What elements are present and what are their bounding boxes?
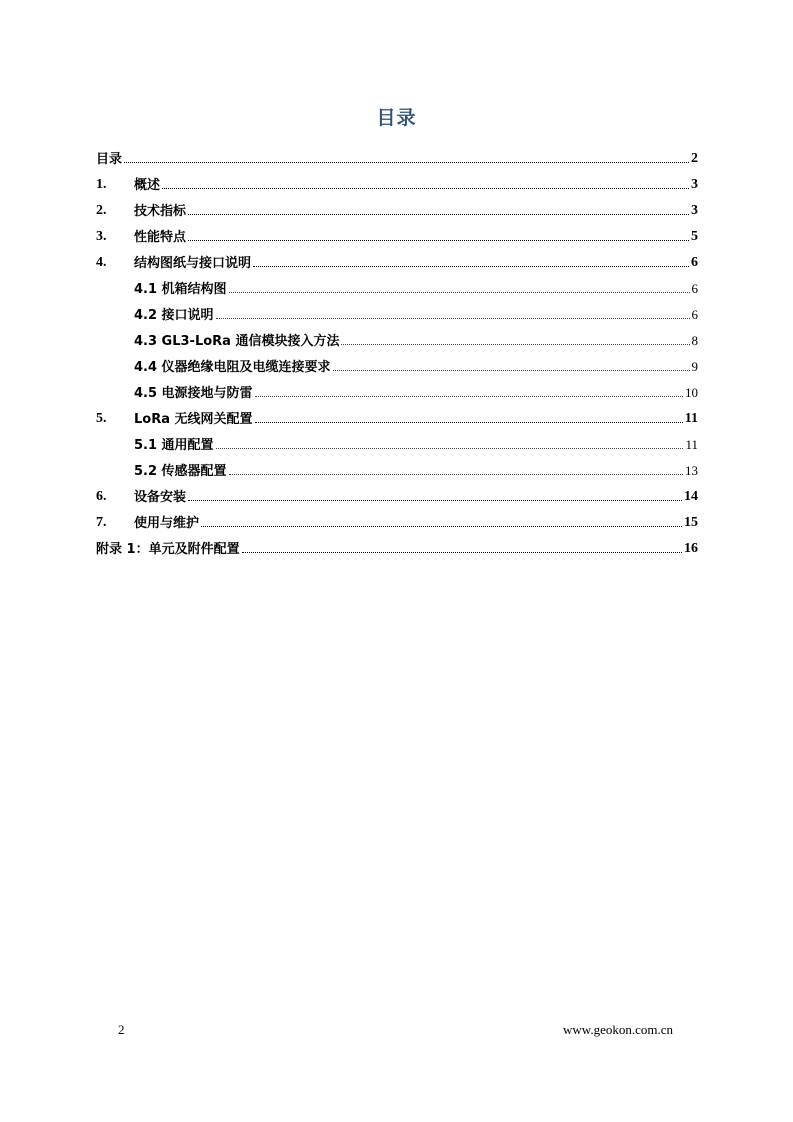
toc-entry-title: 4.5 电源接地与防雷 [134, 386, 253, 401]
toc-entry-title: 结构图纸与接口说明 [134, 256, 252, 271]
toc-entry-title: 5.2 传感器配置 [134, 464, 227, 479]
toc-dot-leader [124, 162, 689, 163]
toc-entry-title: 4.3 GL3-LoRa 通信模块接入方法 [134, 334, 340, 349]
toc-entry-title: 4.1 机箱结构图 [134, 282, 227, 297]
toc-entry-page: 6 [691, 255, 698, 270]
toc-entry[interactable] [96, 271, 698, 297]
toc-entry-page: 6 [691, 281, 698, 296]
toc-entry[interactable] [96, 193, 698, 219]
toc-entry[interactable] [96, 401, 698, 427]
toc-entry-page: 10 [685, 385, 698, 400]
toc-entry-title: 4.4 仪器绝缘电阻及电缆连接要求 [134, 360, 331, 375]
toc-entry-number: 2. [96, 203, 107, 218]
toc-entry[interactable] [96, 245, 698, 271]
toc-dot-leader [253, 266, 689, 267]
toc-entry-title: 4.2 接口说明 [134, 308, 214, 323]
toc-dot-leader [162, 188, 689, 189]
toc-entry-title: 目录 [96, 152, 123, 167]
toc-entry-page: 11 [684, 411, 698, 426]
toc-entry[interactable] [96, 349, 698, 375]
toc-entry-page: 3 [691, 177, 698, 192]
toc-dot-leader [216, 448, 684, 449]
toc-entry-title: 附录 1：单元及附件配置 [96, 542, 240, 557]
toc-dot-leader [229, 474, 683, 475]
toc-dot-leader [201, 526, 682, 527]
toc-entry-number: 1. [96, 177, 107, 192]
toc-entry-title: 技术指标 [134, 204, 187, 219]
toc-entry-title: LoRa 无线网关配置 [134, 412, 253, 427]
toc-entry-page: 13 [685, 463, 698, 478]
toc-entry-page: 3 [691, 203, 698, 218]
toc-entry-title: 概述 [134, 178, 161, 193]
toc-entry[interactable] [96, 505, 698, 531]
toc-entry[interactable] [96, 297, 698, 323]
toc-dot-leader [188, 214, 689, 215]
toc-entry[interactable] [96, 375, 698, 401]
toc-entry-page: 15 [684, 515, 698, 530]
toc-entry-page: 11 [685, 437, 698, 452]
toc-entry-title: 性能特点 [134, 230, 187, 245]
toc-entry-number: 7. [96, 515, 107, 530]
table-of-contents [96, 141, 698, 557]
toc-dot-leader [216, 318, 690, 319]
toc-entry[interactable] [96, 427, 698, 453]
toc-entry-page: 6 [691, 307, 698, 322]
toc-dot-leader [188, 240, 689, 241]
toc-dot-leader [255, 396, 683, 397]
toc-dot-leader [255, 422, 683, 423]
footer-page-number: 2 [118, 1022, 125, 1037]
toc-dot-leader [242, 552, 682, 553]
toc-entry-title: 使用与维护 [134, 516, 200, 531]
toc-entry-page: 16 [684, 541, 698, 556]
toc-entry[interactable] [96, 479, 698, 505]
toc-entry-page: 5 [691, 229, 698, 244]
toc-entry-page: 8 [691, 333, 698, 348]
toc-entry-number: 6. [96, 489, 107, 504]
toc-entry[interactable] [96, 323, 698, 349]
toc-dot-leader [229, 292, 690, 293]
toc-entry-number: 3. [96, 229, 107, 244]
toc-entry-page: 14 [684, 489, 698, 504]
toc-dot-leader [341, 344, 689, 345]
toc-entry[interactable] [96, 167, 698, 193]
toc-entry[interactable] [96, 453, 698, 479]
toc-entry[interactable] [96, 219, 698, 245]
toc-entry[interactable] [96, 141, 698, 167]
toc-entry[interactable] [96, 531, 698, 557]
toc-entry-title: 设备安装 [134, 490, 187, 505]
footer-website: www.geokon.com.cn [563, 1022, 673, 1037]
toc-entry-number: 4. [96, 255, 107, 270]
toc-dot-leader [188, 500, 682, 501]
toc-entry-page: 2 [691, 151, 698, 166]
toc-entry-page: 9 [691, 359, 698, 374]
toc-heading: 目录 [376, 107, 417, 129]
toc-dot-leader [333, 370, 690, 371]
toc-entry-title: 5.1 通用配置 [134, 438, 214, 453]
toc-entry-number: 5. [96, 411, 107, 426]
